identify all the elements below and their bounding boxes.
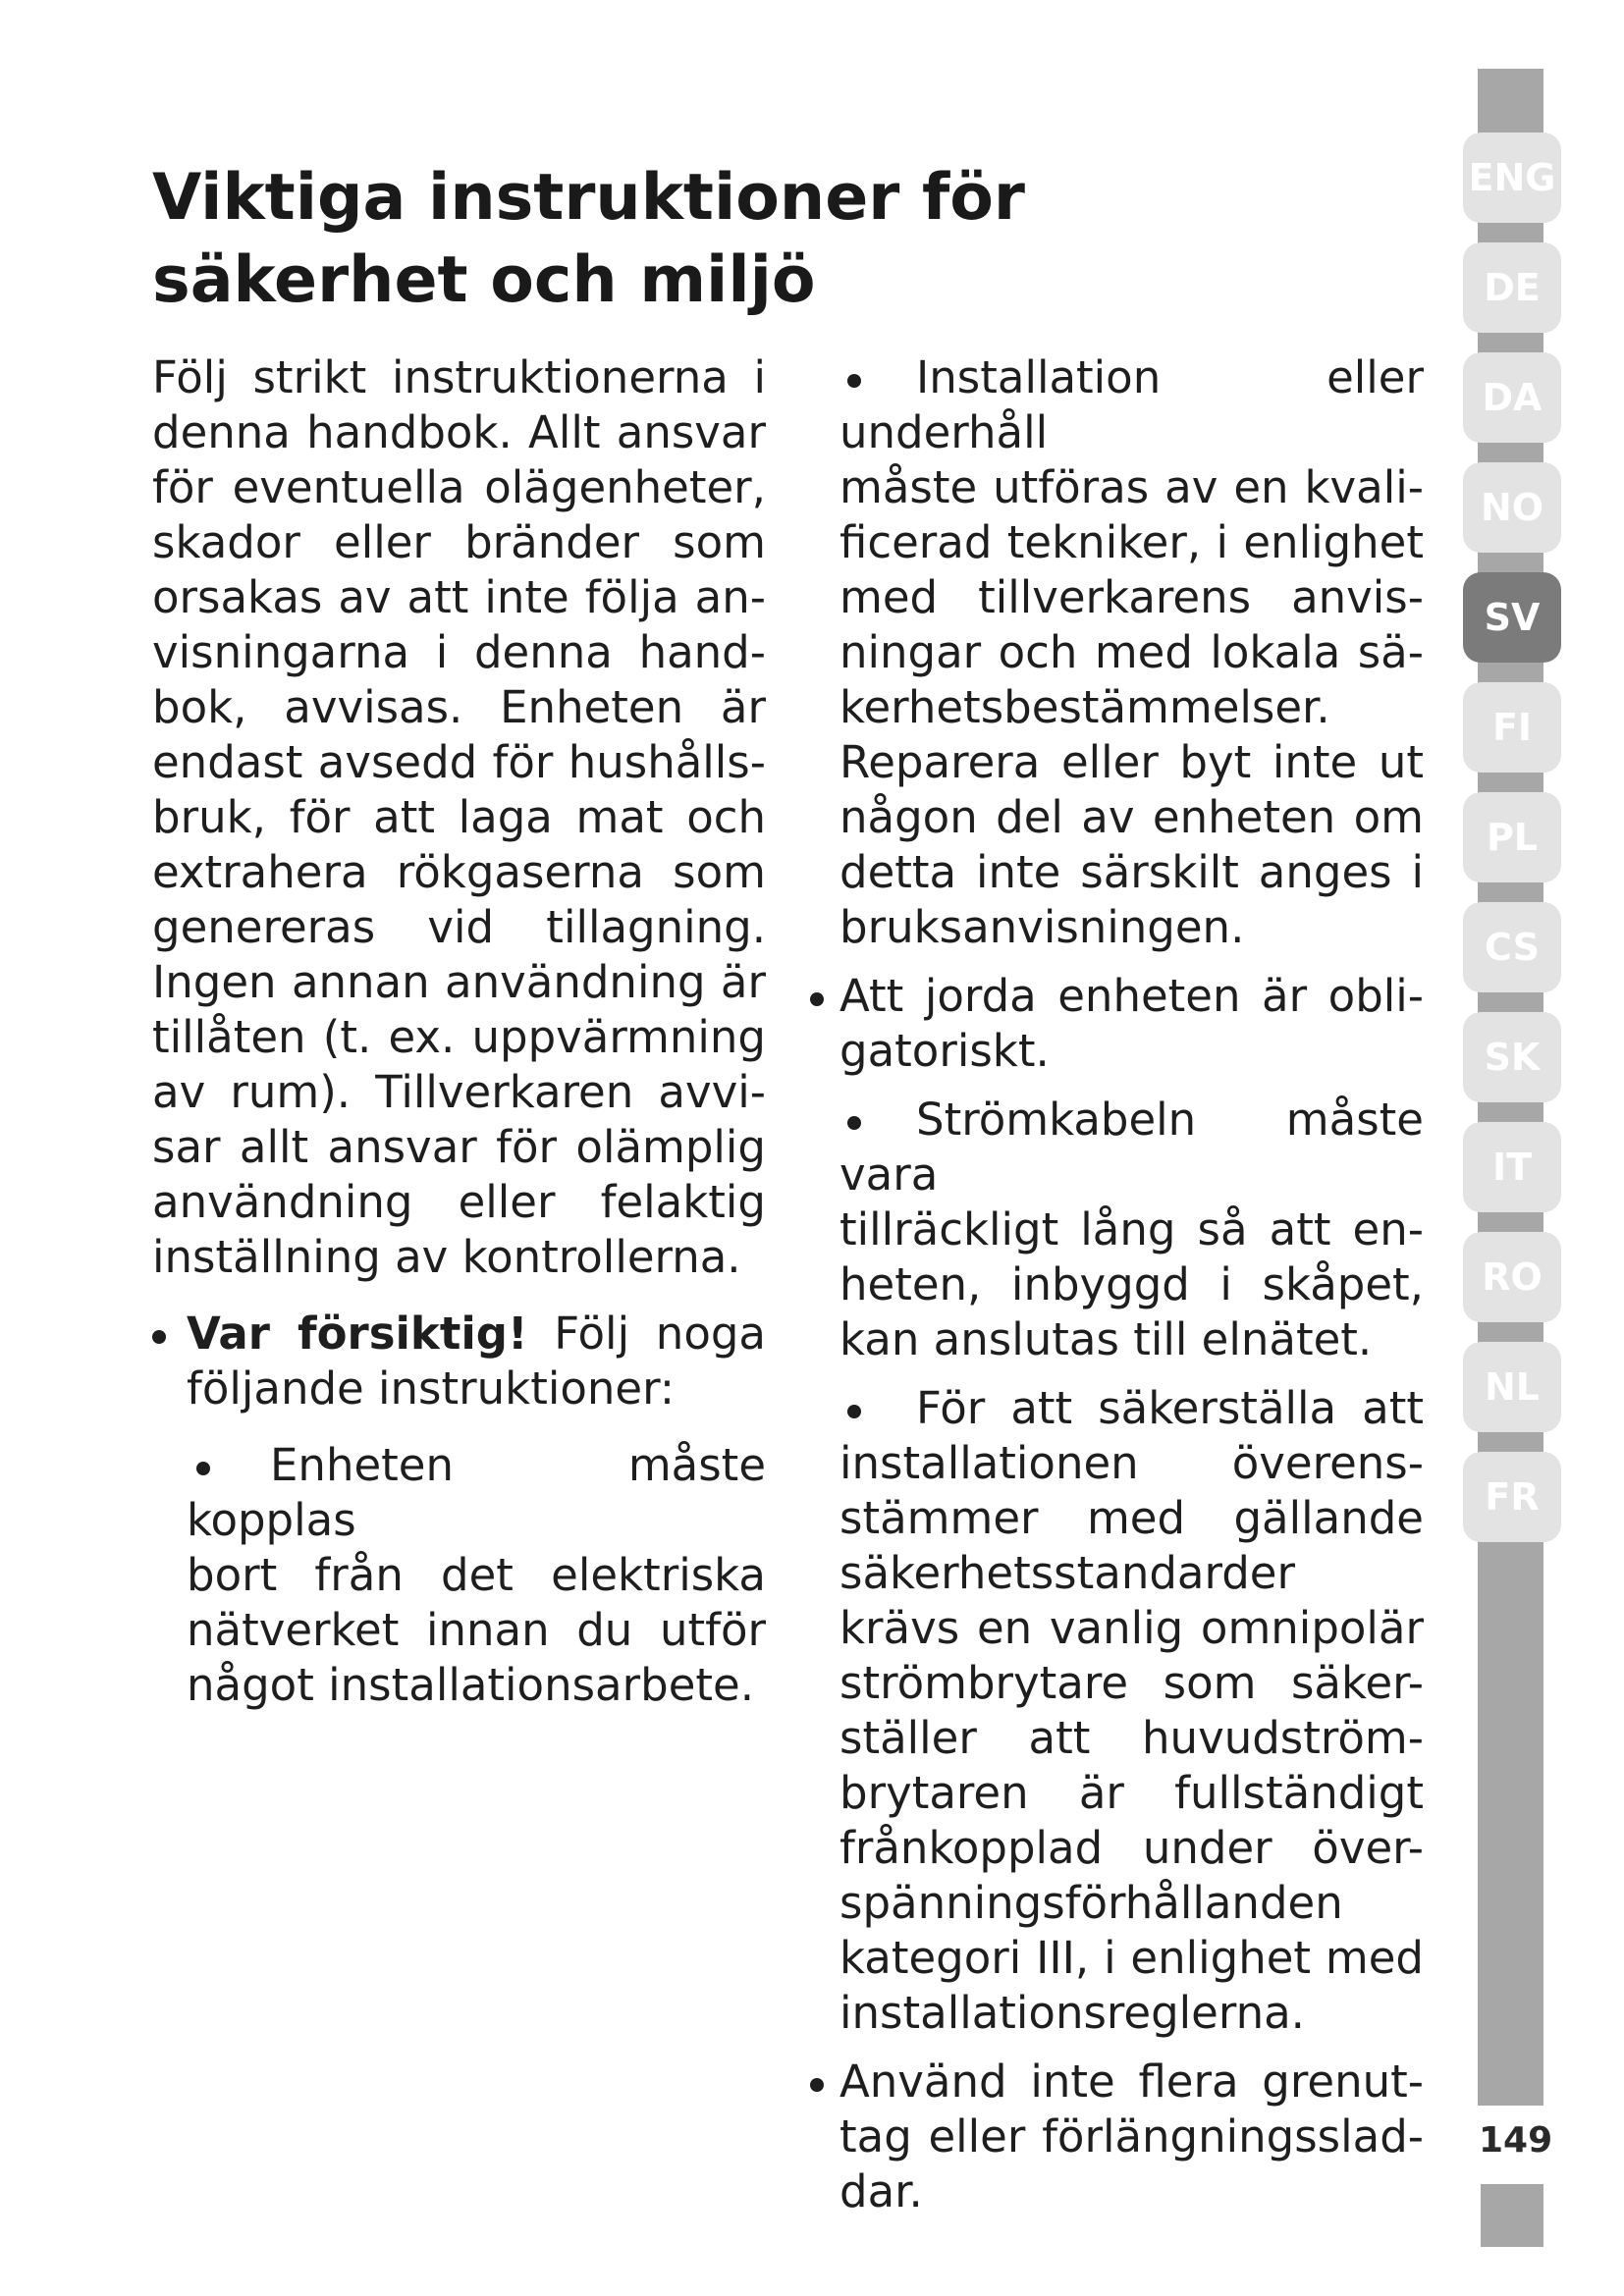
text-line: kategori III, i enlighet med — [839, 1932, 1424, 1984]
text-line: installationsreglerna. — [839, 1987, 1305, 2039]
text-line: Använd inte flera grenut- — [839, 2056, 1424, 2108]
text-line: kerhetsbestämmelser. — [839, 681, 1330, 733]
language-tab-eng[interactable]: ENG — [1463, 133, 1561, 223]
text-line: endast avsedd för hushålls- — [152, 736, 766, 788]
language-tab-sv[interactable]: SV — [1463, 572, 1561, 663]
bullet-dot-icon — [196, 1462, 210, 1475]
text-line: Att jorda enheten är obli- — [839, 970, 1424, 1022]
text-line: bok, avvisas. Enheten är — [152, 681, 766, 733]
text-line: bruksanvisningen. — [839, 901, 1245, 953]
language-tab-fi[interactable]: FI — [1463, 682, 1561, 773]
text-line: frånkopplad under över- — [839, 1822, 1424, 1874]
bullet-dot-icon — [847, 1116, 861, 1130]
language-tab-it[interactable]: IT — [1463, 1122, 1561, 1212]
text-line: För att säkerställa att — [916, 1382, 1424, 1434]
text-line: bort från det elektriska — [187, 1549, 766, 1601]
text-line: skador eller bränder som — [152, 516, 766, 568]
language-tab-sk[interactable]: SK — [1463, 1012, 1561, 1102]
text-line: med tillverkarens anvis- — [839, 571, 1424, 623]
text-line: inställning av kontrollerna. — [152, 1231, 741, 1283]
intro-paragraph — [152, 350, 766, 1285]
text-line: kan anslutas till elnätet. — [839, 1313, 1373, 1365]
text-line: någon del av enheten om — [839, 791, 1424, 843]
language-tab-da[interactable]: DA — [1463, 352, 1561, 443]
language-tab-pl[interactable]: PL — [1463, 792, 1561, 882]
text-line: Ingen annan användning är — [152, 956, 766, 1008]
text-line: ficerad tekniker, i enlighet — [839, 516, 1424, 568]
text-line: ningar och med lokala sä- — [839, 626, 1424, 678]
text-line: strömbrytare som säker- — [839, 1657, 1424, 1709]
caution-text-line2: följande instruktioner: — [187, 1362, 675, 1415]
bullet-dot-icon — [847, 1405, 861, 1418]
text-line: Enheten måste kopplas — [187, 1439, 766, 1546]
text-line: visningarna i denna hand- — [152, 626, 766, 678]
text-line: genereras vid tillagning. — [152, 901, 766, 953]
caution-text: Följ noga — [554, 1308, 766, 1360]
text-line: av rum). Tillverkaren avvi- — [152, 1066, 766, 1118]
bullet-dot-icon — [152, 1330, 166, 1344]
text-line: Installation eller underhåll — [839, 351, 1424, 458]
text-line: användning eller felaktig — [152, 1176, 766, 1228]
caution-bullet — [152, 1307, 766, 1416]
text-line: krävs en vanlig omnipolär — [839, 1602, 1424, 1654]
text-line: tillåten (t. ex. uppvärmning — [152, 1011, 766, 1063]
cable-bullet — [839, 1093, 1424, 1367]
page-corner-marker — [1481, 2184, 1543, 2247]
text-line: orsakas av att inte följa an- — [152, 571, 766, 623]
sockets-bullet — [839, 2055, 1424, 2219]
disconnect-bullet — [152, 1438, 766, 1713]
text-line: detta inte särskilt anges i — [839, 846, 1424, 898]
language-tab-cs[interactable]: CS — [1463, 902, 1561, 992]
language-tab-no[interactable]: NO — [1463, 462, 1561, 553]
text-line: sar allt ansvar för olämplig — [152, 1121, 766, 1173]
grounding-bullet — [839, 969, 1424, 1079]
text-line: säkerhetsstandarder — [839, 1547, 1295, 1599]
text-line: spänningsförhållanden — [839, 1877, 1343, 1929]
text-line: något installationsarbete. — [187, 1659, 755, 1711]
text-line: måste utföras av en kvali- — [839, 461, 1424, 513]
text-line: Strömkabeln måste vara — [839, 1094, 1424, 1201]
right-column — [839, 350, 1424, 2219]
page-number: 149 — [1479, 2120, 1553, 2161]
text-line: brytaren är fullständigt — [839, 1767, 1424, 1819]
bullet-dot-icon — [810, 992, 824, 1006]
text-line: gatoriskt. — [839, 1025, 1050, 1077]
language-tab-ro[interactable]: RO — [1463, 1232, 1561, 1322]
text-line: denna handbok. Allt ansvar — [152, 406, 766, 458]
text-line: tillräckligt lång så att en- — [839, 1203, 1424, 1255]
text-line: tag eller förlängningsslad- — [839, 2110, 1424, 2163]
page-title: Viktiga instruktioner för säkerhet och miljö — [152, 161, 1025, 317]
bullet-dot-icon — [810, 2078, 824, 2092]
language-tab-de[interactable]: DE — [1463, 242, 1561, 333]
text-line: heten, inbyggd i skåpet, — [839, 1258, 1424, 1310]
text-line: stämmer med gällande — [839, 1492, 1424, 1544]
language-tab-nl[interactable]: NL — [1463, 1342, 1561, 1432]
text-line: ställer att huvudström- — [839, 1712, 1424, 1764]
installation-bullet — [839, 350, 1424, 955]
text-line: dar. — [839, 2165, 923, 2217]
caution-label: Var försiktig! — [187, 1308, 528, 1360]
language-tab-fr[interactable]: FR — [1463, 1452, 1561, 1542]
left-column — [152, 350, 766, 1713]
text-line: extrahera rökgaserna som — [152, 846, 766, 898]
switch-bullet — [839, 1381, 1424, 2041]
text-line: Reparera eller byt inte ut — [839, 736, 1424, 788]
bullet-dot-icon — [847, 374, 861, 388]
text-line: Följ strikt instruktionerna i — [152, 351, 766, 403]
text-line: bruk, för att laga mat och — [152, 791, 766, 843]
text-line: för eventuella olägenheter, — [152, 461, 766, 513]
text-line: installationen överens- — [839, 1437, 1424, 1489]
text-line: nätverket innan du utför — [187, 1604, 766, 1656]
